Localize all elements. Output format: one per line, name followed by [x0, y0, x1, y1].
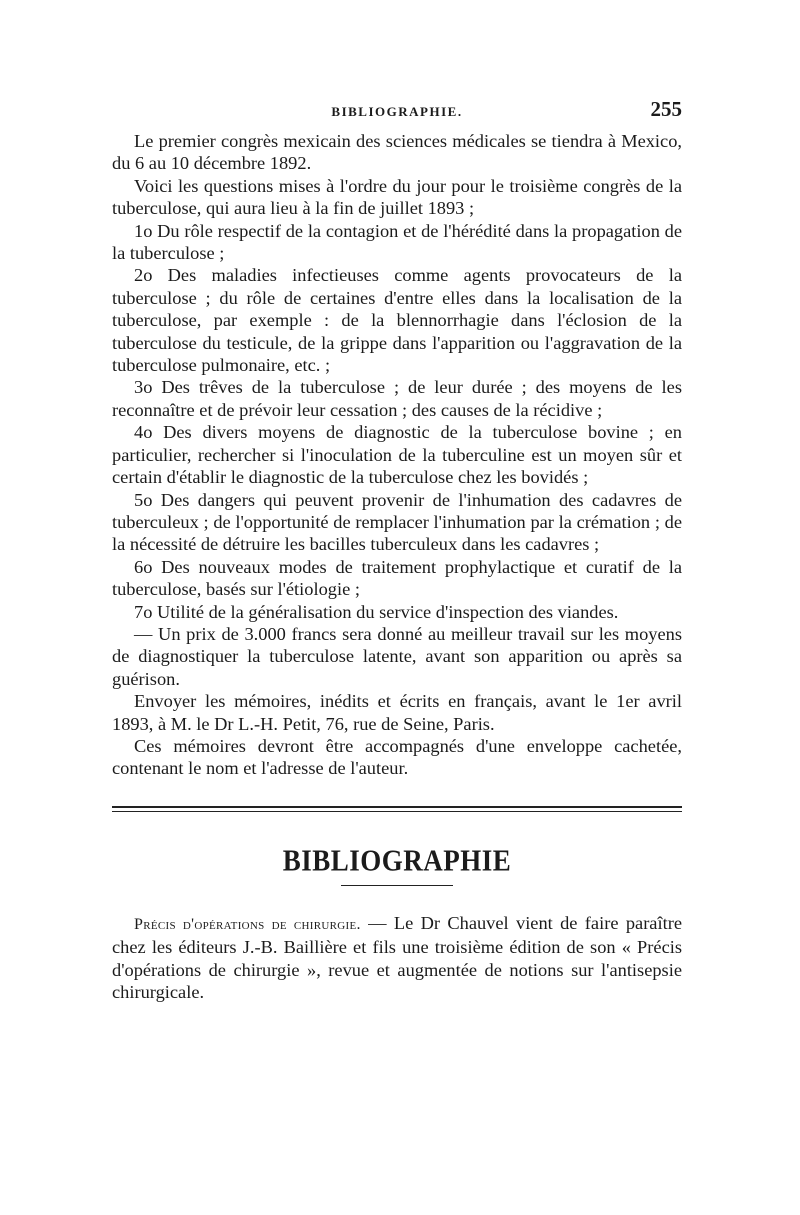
paragraph-question-4: 4o Des divers moyens de diagnostic de la tuberculose bovine ; en particulier, rechercher si l'inoculation de la tuberculine est un moyen sûr et certain d'établir le diagnostic de la tuberculose chez les bovidés ;: [112, 422, 682, 488]
section-divider-thin: [112, 811, 682, 812]
section-title: BIBLIOGRAPHIE: [282, 842, 512, 877]
review-entry: [112, 912, 682, 1004]
section-title-rule: [341, 885, 453, 886]
paragraph-question-6: 6o Des nouveaux modes de traitement prophylactique et curatif de la tuberculose, basés sur l'étiologie ;: [112, 556, 682, 600]
paragraph-questions-intro: Voici les questions mises à l'ordre du jour pour le troisième congrès de la tuberculose, qui aura lieu à la fin de juillet 1893 ;: [112, 175, 682, 219]
page: [112, 96, 682, 1003]
paragraph-question-5: 5o Des dangers qui peuvent provenir de l'inhumation des cadavres de tuberculeux ; de l'opportunité de remplacer l'inhumation par la crémation ; de la nécessité de détruire les bacilles tuberculeux dans les cadavres ;: [112, 489, 682, 555]
paragraph-prize: — Un prix de 3.000 francs sera donné au meilleur travail sur les moyens de diagnostiquer la tuberculose latente, avant son apparition ou après sa guérison.: [112, 623, 682, 689]
paragraph-question-3: 3o Des trêves de la tuberculose ; de leur durée ; des moyens de les reconnaître et de prévoir leur cessation ; des causes de la récidive ;: [112, 377, 682, 420]
page-number: 255: [650, 97, 682, 121]
paragraph-congress: Le premier congrès mexicain des sciences médicales se tiendra à Mexico, du 6 au 10 décembre 1892.: [112, 131, 682, 174]
running-head: [112, 96, 682, 130]
review-paragraph: [112, 912, 682, 1004]
paragraph-question-2: 2o Des maladies infectieuses comme agents provocateurs de la tuberculose ; du rôle de certaines d'entre elles dans la localisation de la tuberculose, par exemple : de la blennorrhagie dans l'éclosion de la tuberculose du testicule, de la grippe dans l'apparition ou l'aggravation de la tuberculose pulmonaire, etc. ;: [112, 265, 682, 376]
paragraph-submission: Envoyer les mémoires, inédits et écrits en français, avant le 1er avril 1893, à M. le Dr L.-H. Petit, 76, rue de Seine, Paris.: [112, 691, 682, 734]
section-divider: [112, 806, 682, 808]
paragraph-question-7: 7o Utilité de la généralisation du service d'inspection des viandes.: [134, 601, 619, 622]
review-text: — Le Dr Chauvel vient de faire paraître chez les éditeurs J.-B. Baillière et fils une troisième édition de son « Précis d'opérations de chirurgie », revue et augmentée de notions sur l'antisepsie chirurgicale.: [112, 912, 682, 1002]
paragraph-envelope: Ces mémoires devront être accompagnés d'une enveloppe cachetée, contenant le nom et l'adresse de l'auteur.: [112, 735, 682, 779]
notice-text: [112, 130, 682, 780]
review-lead: Précis d'opérations de chirurgie.: [134, 915, 361, 933]
paragraph-question-1: 1o Du rôle respectif de la contagion et de l'hérédité dans la propagation de la tuberculose ;: [112, 220, 682, 264]
running-head-title: BIBLIOGRAPHIE.: [331, 104, 463, 119]
